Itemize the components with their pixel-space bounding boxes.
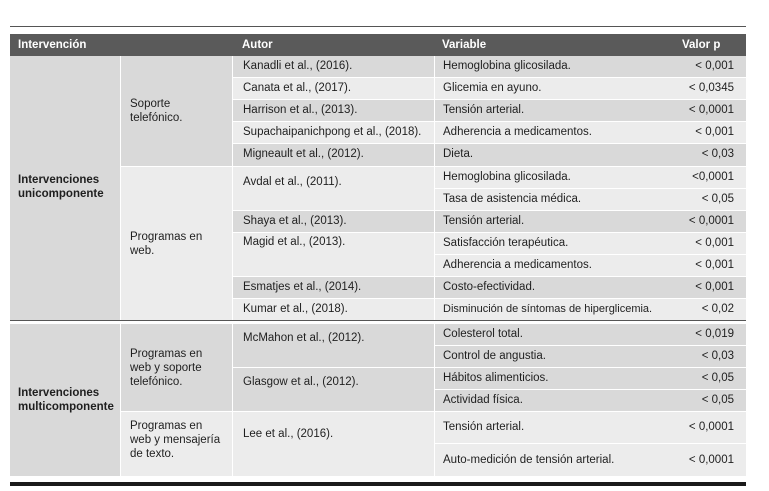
table-row bbox=[435, 211, 746, 232]
variable-cell: Colesterol total. bbox=[443, 328, 523, 340]
group-label-line: Intervenciones bbox=[18, 174, 100, 186]
autor-cell: Esmatjes et al., (2014). bbox=[243, 281, 362, 293]
header-variable: Variable bbox=[442, 39, 487, 51]
autor-cell: Magid et al., (2013). bbox=[243, 236, 346, 248]
table-row bbox=[435, 100, 746, 121]
p-value-cell: < 0,02 bbox=[701, 303, 734, 315]
table-bottom-rule bbox=[10, 482, 746, 486]
autor-cell: Kumar et al., (2018). bbox=[243, 303, 348, 315]
autor-cell: McMahon et al., (2012). bbox=[243, 332, 365, 344]
autor-cell: Kanadli et al., (2016). bbox=[243, 60, 353, 72]
subgroup-label-line: Programas en bbox=[130, 420, 203, 432]
group-label-line: multicomponente bbox=[18, 401, 114, 413]
table-row bbox=[435, 346, 746, 367]
variable-cell: Satisfacción terapéutica. bbox=[443, 237, 569, 249]
group-multicomponente bbox=[10, 324, 120, 476]
table-top-rule bbox=[10, 26, 746, 27]
p-value-cell: < 0,05 bbox=[701, 394, 734, 406]
table-row bbox=[435, 167, 746, 188]
p-value-cell: < 0,0001 bbox=[688, 104, 734, 116]
p-value-cell: < 0,05 bbox=[701, 372, 734, 384]
variable-cell: Tasa de asistencia médica. bbox=[443, 193, 582, 205]
header-intervencion: Intervención bbox=[18, 39, 87, 51]
autor-cell: Avdal et al., (2011). bbox=[243, 176, 342, 188]
table-row bbox=[233, 233, 434, 276]
p-value-cell: < 0,0001 bbox=[688, 421, 734, 433]
p-value-cell: < 0,001 bbox=[695, 237, 734, 249]
table-row bbox=[435, 78, 746, 99]
autor-cell: Harrison et al., (2013). bbox=[243, 104, 358, 116]
group-unicomponente bbox=[10, 56, 120, 320]
p-value-cell: < 0,001 bbox=[695, 259, 734, 271]
p-value-cell: < 0,001 bbox=[695, 60, 734, 72]
p-value-cell: <0,0001 bbox=[692, 171, 734, 183]
variable-cell: Costo-efectividad. bbox=[443, 281, 536, 293]
table-row bbox=[435, 390, 746, 411]
subgroup-label-line: telefónico. bbox=[130, 376, 183, 388]
table-row bbox=[435, 444, 746, 476]
subgroup-label-line: Programas en bbox=[130, 231, 203, 243]
table-row bbox=[233, 122, 434, 143]
table-row bbox=[435, 122, 746, 143]
table-row bbox=[233, 299, 434, 320]
table-row bbox=[233, 277, 434, 298]
subgroup-label-line: Programas en bbox=[130, 348, 203, 360]
autor-cell: Lee et al., (2016). bbox=[243, 428, 334, 440]
table-row bbox=[435, 189, 746, 210]
p-value-cell: < 0,0001 bbox=[688, 215, 734, 227]
variable-cell: Hemoglobina glicosilada. bbox=[443, 60, 571, 72]
variable-cell: Tensión arterial. bbox=[443, 421, 525, 433]
autor-cell: Glasgow et al., (2012). bbox=[243, 376, 359, 388]
table-row bbox=[233, 211, 434, 232]
p-value-cell: < 0,001 bbox=[695, 126, 734, 138]
variable-cell: Hábitos alimenticios. bbox=[443, 372, 549, 384]
variable-cell: Glicemia en ayuno. bbox=[443, 82, 542, 94]
block-separator bbox=[10, 320, 746, 321]
subgroup-programas-web bbox=[121, 167, 232, 320]
group-label-line: unicomponente bbox=[18, 188, 104, 200]
variable-cell: Disminución de síntomas de hiperglicemia. bbox=[443, 303, 653, 315]
table-row bbox=[435, 299, 746, 320]
p-value-cell: < 0,03 bbox=[701, 148, 734, 160]
table-row bbox=[435, 144, 746, 166]
variable-cell: Hemoglobina glicosilada. bbox=[443, 171, 571, 183]
table-row bbox=[435, 255, 746, 276]
header-autor: Autor bbox=[242, 39, 273, 51]
table-row bbox=[233, 56, 434, 77]
table-row bbox=[233, 368, 434, 411]
p-value-cell: < 0,03 bbox=[701, 350, 734, 362]
variable-cell: Tensión arterial. bbox=[443, 104, 525, 116]
variable-cell: Tensión arterial. bbox=[443, 215, 525, 227]
variable-cell: Auto-medición de tensión arterial. bbox=[443, 454, 615, 466]
subgroup-label-line: web. bbox=[130, 245, 155, 257]
subgroup-web-soporte bbox=[121, 324, 232, 411]
table-row bbox=[435, 324, 746, 345]
p-value-cell: < 0,001 bbox=[695, 281, 734, 293]
subgroup-label-line: web y mensajería bbox=[130, 434, 221, 446]
p-value-cell: < 0,019 bbox=[695, 328, 734, 340]
table-header-row bbox=[10, 34, 746, 56]
subgroup-web-mensajeria bbox=[121, 412, 232, 476]
autor-cell: Supachaipanichpong et al., (2018). bbox=[243, 126, 422, 138]
table-row bbox=[435, 233, 746, 254]
table-row bbox=[435, 412, 746, 443]
autor-cell: Canata et al., (2017). bbox=[243, 82, 352, 94]
subgroup-label-line: Soporte bbox=[130, 98, 171, 110]
autor-cell: Migneault et al., (2012). bbox=[243, 148, 364, 160]
subgroup-label-line: web y soporte bbox=[130, 362, 202, 374]
subgroup-label-line: de texto. bbox=[130, 448, 175, 460]
variable-cell: Control de angustia. bbox=[443, 350, 546, 362]
table-row bbox=[435, 277, 746, 298]
variable-cell: Adherencia a medicamentos. bbox=[443, 126, 592, 138]
table-row bbox=[233, 412, 434, 476]
subgroup-label-line: telefónico. bbox=[130, 112, 183, 124]
table-row bbox=[233, 167, 434, 210]
autor-cell: Shaya et al., (2013). bbox=[243, 215, 347, 227]
p-value-cell: < 0,0001 bbox=[688, 454, 734, 466]
table-row bbox=[233, 324, 434, 367]
table-row bbox=[435, 368, 746, 389]
variable-cell: Dieta. bbox=[443, 148, 474, 160]
variable-cell: Actividad física. bbox=[443, 394, 523, 406]
p-value-cell: < 0,0345 bbox=[688, 82, 734, 94]
variable-cell: Adherencia a medicamentos. bbox=[443, 259, 592, 271]
header-valor-p: Valor p bbox=[682, 39, 721, 51]
p-value-cell: < 0,05 bbox=[701, 193, 734, 205]
table-row bbox=[233, 100, 434, 121]
table-row bbox=[435, 56, 746, 77]
table-row bbox=[233, 78, 434, 99]
table-row bbox=[233, 144, 434, 166]
subgroup-soporte-telefonico bbox=[121, 56, 232, 166]
group-label-line: Intervenciones bbox=[18, 387, 100, 399]
